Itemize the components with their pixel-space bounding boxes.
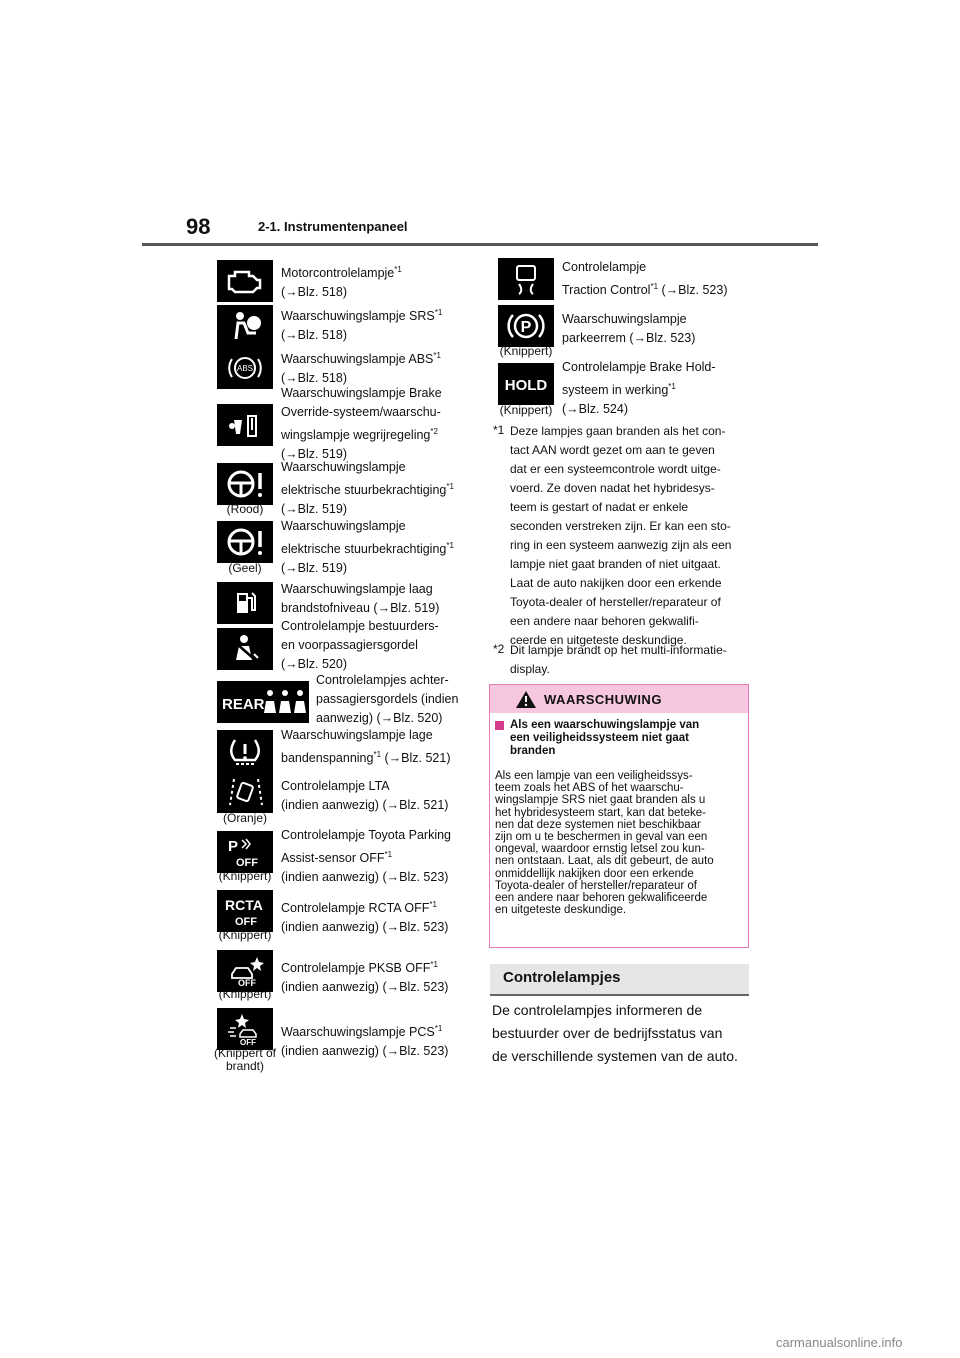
item-rcta-text: Controlelampje RCTA OFF$^{*1}$ (indien aanwezig) (→Blz. 523): [281, 900, 449, 935]
caption-knippert: (Knippert): [218, 869, 272, 883]
pcs-icon: [217, 1008, 273, 1050]
page-number: 98: [186, 214, 211, 239]
section-title: 2-1. Instrumentenpaneel: [258, 219, 408, 234]
engine-icon: [217, 260, 273, 302]
controlelampjes-title: Controlelampjes: [503, 969, 621, 986]
controlelampjes-intro: De controlelampjes informeren de bestuurder over de bedrijfsstatus van de verschillende systemen van de auto.: [492, 1002, 738, 1064]
item-abs-text: Waarschuwingslampje ABS$^{*1}$ (→Blz. 518): [281, 351, 441, 386]
footnote-2-text: Dit lampje brandt op het multi-informatie- display.: [510, 643, 727, 676]
item-engine-text: Motorcontrolelampje$^{*1}$ (→Blz. 518): [281, 265, 402, 300]
svg-text:OFF: OFF: [235, 916, 257, 928]
item-hold-text: Controlelampje Brake Hold- systeem in werking$^{*1}$ (→Blz. 524): [562, 360, 716, 417]
item-eps-red-text: Waarschuwingslampje elektrische stuurbekrachtiging$^{*1}$ (→Blz. 519): [281, 460, 454, 517]
parking-assist-off-icon: [217, 831, 273, 873]
hold-icon: [498, 363, 554, 405]
steering-warning-icon: [217, 521, 273, 563]
abs-icon: [217, 347, 273, 389]
footnote-1-text: Deze lampjes gaan branden als het con- tact AAN wordt gezet om aan te geven dat er een systeemcontrole wordt uitge- voerd. Ze doven nadat het hybridesys- teem is gestart of nadat er enkele seconden verstreken zijn. Er kan een sto- ring in een systeem aanwezig zijn als een lampje niet gaat branden of niet uitgaat. Laat de auto nakijken door een erkende Toyota-dealer of hersteller/reparateur of een andere naar behoren gekwalifi- ceerde en uitgeteste deskundige.: [510, 424, 732, 647]
airbag-icon: [217, 305, 273, 347]
parking-brake-icon: [498, 305, 554, 347]
warning-body: Als een lampje van een veiligheidssys- teem zoals het ABS of het waarschu- wingslampje SRS niet gaat branden als u het hybridesysteem start, kan dat beteke- nen dat deze systemen niet beschikbaar zijn om u te beschermen in geval van een ongeval, waardoor ernstig letsel zou kun- nen ontstaan. Laat, als dit gebeurt, de auto onmiddellijk nakijken door een erkende Toyota-dealer of hersteller/reparateur of een andere naar behoren gekwalificeerde en uitgeteste deskundige.: [495, 770, 714, 917]
caption-geel: (Geel): [228, 561, 262, 575]
rear-seatbelt-icon: [217, 681, 309, 723]
item-seatbelt-text: Controlelampje bestuurders- en voorpassagiersgordel (→Blz. 520): [281, 619, 439, 671]
item-pksb-text: Controlelampje PKSB OFF$^{*1}$ (indien aanwezig) (→Blz. 523): [281, 960, 449, 995]
warning-title: WAARSCHUWING: [544, 692, 662, 707]
watermark: carmanualsonline.info: [776, 1335, 903, 1350]
caption-rood: (Rood): [226, 502, 264, 516]
svg-text:REAR: REAR: [222, 696, 265, 713]
svg-text:P: P: [228, 838, 239, 855]
caption-knippert: (Knippert): [218, 987, 272, 1001]
warning-bullet: [495, 721, 504, 730]
pksb-off-icon: [217, 950, 273, 992]
tire-pressure-icon: [217, 730, 273, 772]
item-traction-text: Controlelampje Traction Control$^{*1}$ (→Blz. 523): [562, 260, 728, 298]
svg-text:OFF: OFF: [236, 857, 258, 869]
caption-knippert: (Knippert): [499, 344, 553, 358]
footnote-2-mark: *2: [493, 642, 505, 656]
seatbelt-icon: [217, 628, 273, 670]
svg-text:OFF: OFF: [240, 1038, 256, 1046]
item-lta-text: Controlelampje LTA (indien aanwezig) (→Blz. 521): [281, 779, 449, 812]
warning-subtitle: Als een waarschuwingslampje van een veiligheidssysteem niet gaat branden: [510, 719, 700, 757]
footnote-1-mark: *1: [493, 423, 505, 437]
item-brake-override-text: Waarschuwingslampje Brake Override-systeem/waarschu- wingslampje wegrijregeling$^{*2}$ (→Blz. 519): [281, 386, 442, 462]
warning-triangle-icon: [515, 690, 537, 714]
svg-text:RCTA: RCTA: [225, 897, 263, 913]
item-parking-assist-text: Controlelampje Toyota Parking Assist-sensor OFF$^{*1}$ (indien aanwezig) (→Blz. 523): [281, 828, 452, 885]
caption-knippert-of-brandt: (Knippert of brandt): [213, 1046, 277, 1073]
svg-text:OFF: OFF: [238, 978, 256, 988]
item-fuel-text: Waarschuwingslampje laag brandstofniveau (→Blz. 519): [281, 582, 440, 615]
steering-warning-icon: [217, 463, 273, 505]
caption-knippert: (Knippert): [218, 928, 272, 942]
svg-text:P: P: [520, 319, 532, 336]
item-parking-brake-text: Waarschuwingslampje parkeerrem (→Blz. 523): [562, 312, 696, 345]
item-pcs-text: Waarschuwingslampje PCS$^{*1}$ (indien aanwezig) (→Blz. 523): [281, 1024, 449, 1059]
rcta-off-icon: [217, 890, 273, 932]
brake-override-icon: [217, 404, 273, 446]
item-eps-yellow-text: Waarschuwingslampje elektrische stuurbekrachtiging$^{*1}$ (→Blz. 519): [281, 519, 454, 576]
svg-text:HOLD: HOLD: [505, 377, 547, 394]
fuel-icon: [217, 582, 273, 624]
header-rule: [142, 243, 818, 246]
svg-text:ABS: ABS: [236, 364, 254, 373]
lta-icon: [217, 771, 273, 813]
caption-knippert: (Knippert): [499, 403, 553, 417]
item-tire-text: Waarschuwingslampje lage bandenspanning$^{*1}$ (→Blz. 521): [281, 728, 451, 766]
caption-oranje: (Oranje): [222, 811, 267, 825]
traction-control-icon: [498, 258, 554, 300]
item-rear-seatbelt-text: Controlelampjes achter- passagiersgordels (indien aanwezig) (→Blz. 520): [316, 673, 459, 725]
item-srs-text: Waarschuwingslampje SRS$^{*1}$ (→Blz. 518): [281, 308, 443, 343]
